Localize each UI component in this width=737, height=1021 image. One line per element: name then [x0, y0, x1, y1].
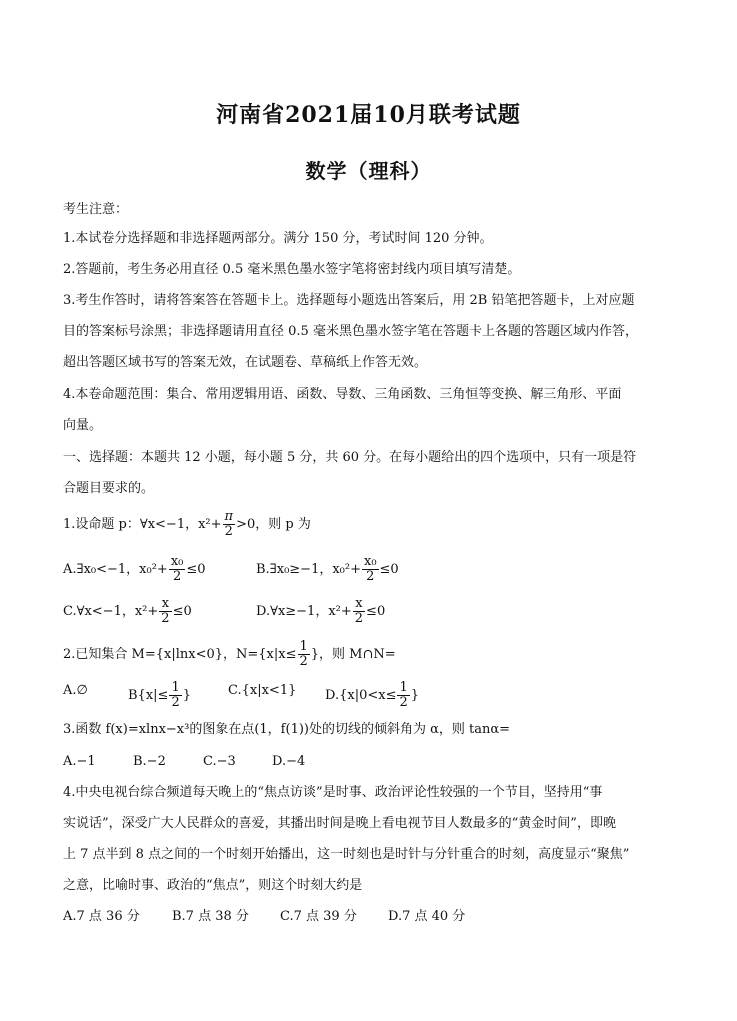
q2-d-den: 2: [399, 695, 408, 710]
q1-d-text: D.∀x≥−1，x²+: [256, 604, 352, 619]
question-4-line-2: 实说话”，深受广大人民群众的喜爱，其播出时间是晚上看电视节目人数最多的“黄金时间”，即晚: [63, 816, 616, 831]
q1-c-fraction: [159, 597, 171, 626]
q2-b-text: B{x|≤: [128, 688, 169, 703]
q1-option-d: [256, 597, 385, 626]
q3-option-d: D.−4: [272, 754, 306, 769]
q2-option-d: [325, 681, 419, 710]
q2-b-num: 1: [171, 680, 180, 695]
question-1-stem: [63, 510, 311, 539]
note-3-line-3: 超出答题区域书写的答案无效，在试题卷、草稿纸上作答无效。: [63, 355, 428, 370]
question-3-stem: 3.函数 f(x)=xlnx−x³的图象在点(1，f(1))处的切线的倾斜角为 α，则 tanα=: [63, 722, 511, 737]
q1-d-rel: ≤0: [366, 604, 386, 619]
q1-stem-b: >0，则 p 为: [236, 517, 311, 532]
q1-b-den: 2: [366, 569, 375, 584]
q3-option-c: C.−3: [203, 754, 236, 769]
q1-a-rel: ≤0: [186, 562, 206, 577]
q1-fraction: [223, 510, 236, 539]
note-2: 2.答题前，考生务必用直径 0.5 毫米黑色墨水签字笔将密封线内项目填写清楚。: [63, 262, 521, 277]
q1-frac-den: 2: [224, 524, 233, 539]
exam-subtitle: 数学（理科）: [305, 159, 432, 183]
question-4-line-3: 上 7 点半到 8 点之间的一个时刻开始播出，这一时刻也是时针与分针重合的时刻，高度显示“聚焦”: [63, 847, 630, 862]
q2-b-fraction: [169, 681, 181, 710]
q1-frac-num: π: [224, 509, 234, 524]
section-1-line-2: 合题目要求的。: [63, 481, 155, 496]
q1-a-fraction: [169, 555, 186, 584]
q1-stem-a: 1.设命题 p：∀x<−1，x²+: [63, 517, 222, 532]
q1-a-text: A.∃x₀<−1，x₀²+: [63, 562, 168, 577]
question-4-line-1: 4.中央电视台综合频道每天晚上的“焦点访谈”是时事、政治评论性较强的一个节目，坚持用“事: [63, 785, 603, 800]
q2-option-b: [128, 681, 191, 710]
exam-title: 河南省2021届10月联考试题: [216, 102, 521, 128]
q1-b-num: x₀: [363, 554, 377, 569]
q1-d-den: 2: [354, 611, 364, 626]
question-2-stem: [63, 640, 396, 669]
q1-option-c: [63, 597, 192, 626]
q1-c-rel: ≤0: [172, 604, 192, 619]
q1-c-num: x: [159, 597, 171, 612]
q1-option-a: [63, 555, 206, 584]
q2-b-den: 2: [171, 695, 180, 710]
q1-b-text: B.∃x₀≥−1，x₀²+: [256, 562, 361, 577]
q2-option-a: A.∅: [63, 683, 88, 698]
q4-option-c: C.7 点 39 分: [280, 909, 357, 924]
section-1-line-1: 一、选择题：本题共 12 小题，每小题 5 分，共 60 分。在每小题给出的四个选项中，只有一项是符: [63, 450, 637, 465]
note-3-line-1: 3.考生作答时，请将答案答在答题卡上。选择题每小题选出答案后，用 2B 铅笔把答题卡，上对应题: [63, 293, 635, 308]
notes-heading: 考生注意：: [63, 202, 129, 217]
q2-d-fraction: [397, 681, 409, 710]
question-4-line-4: 之意，比喻时事、政治的“焦点”，则这个时刻大约是: [63, 878, 363, 893]
q4-option-b: B.7 点 38 分: [172, 909, 249, 924]
q3-option-b: B.−2: [133, 754, 166, 769]
q1-d-num: x: [353, 597, 365, 612]
q1-b-rel: ≤0: [379, 562, 399, 577]
q1-c-den: 2: [161, 611, 170, 626]
q3-option-a: A.−1: [63, 754, 96, 769]
q4-option-a: A.7 点 36 分: [63, 909, 140, 924]
q1-a-den: 2: [172, 569, 182, 584]
q2-stem-b: }，则 M∩N=: [310, 647, 396, 662]
q2-frac-num: 1: [299, 639, 308, 654]
q2-b-close: }: [182, 688, 191, 703]
q2-fraction: [298, 640, 310, 669]
q1-option-b: [256, 555, 399, 584]
note-1: 1.本试卷分选择题和非选择题两部分。满分 150 分，考试时间 120 分钟。: [63, 231, 493, 246]
q2-d-num: 1: [399, 680, 408, 695]
q2-option-c: C.{x|x<1}: [228, 683, 297, 698]
q2-frac-den: 2: [299, 654, 308, 669]
q1-b-fraction: [362, 555, 379, 584]
q1-c-text: C.∀x<−1，x²+: [63, 604, 159, 619]
note-4-line-2: 向量。: [63, 418, 103, 433]
q2-d-close: }: [410, 688, 420, 703]
q2-stem-a: 2.已知集合 M={x|lnx<0}，N={x|x≤: [63, 647, 297, 662]
q1-d-fraction: [353, 597, 365, 626]
note-4-line-1: 4.本卷命题范围：集合、常用逻辑用语、函数、导数、三角函数、三角恒等变换、解三角形、平面: [63, 387, 622, 402]
q1-a-num: x₀: [170, 554, 184, 569]
q4-option-d: D.7 点 40 分: [388, 909, 466, 924]
note-3-line-2: 目的答案标号涂黑；非选择题请用直径 0.5 毫米黑色墨水签字笔在答题卡上各题的答题区域内作答，: [63, 324, 638, 339]
q2-d-text: D.{x|0<x≤: [325, 688, 397, 703]
